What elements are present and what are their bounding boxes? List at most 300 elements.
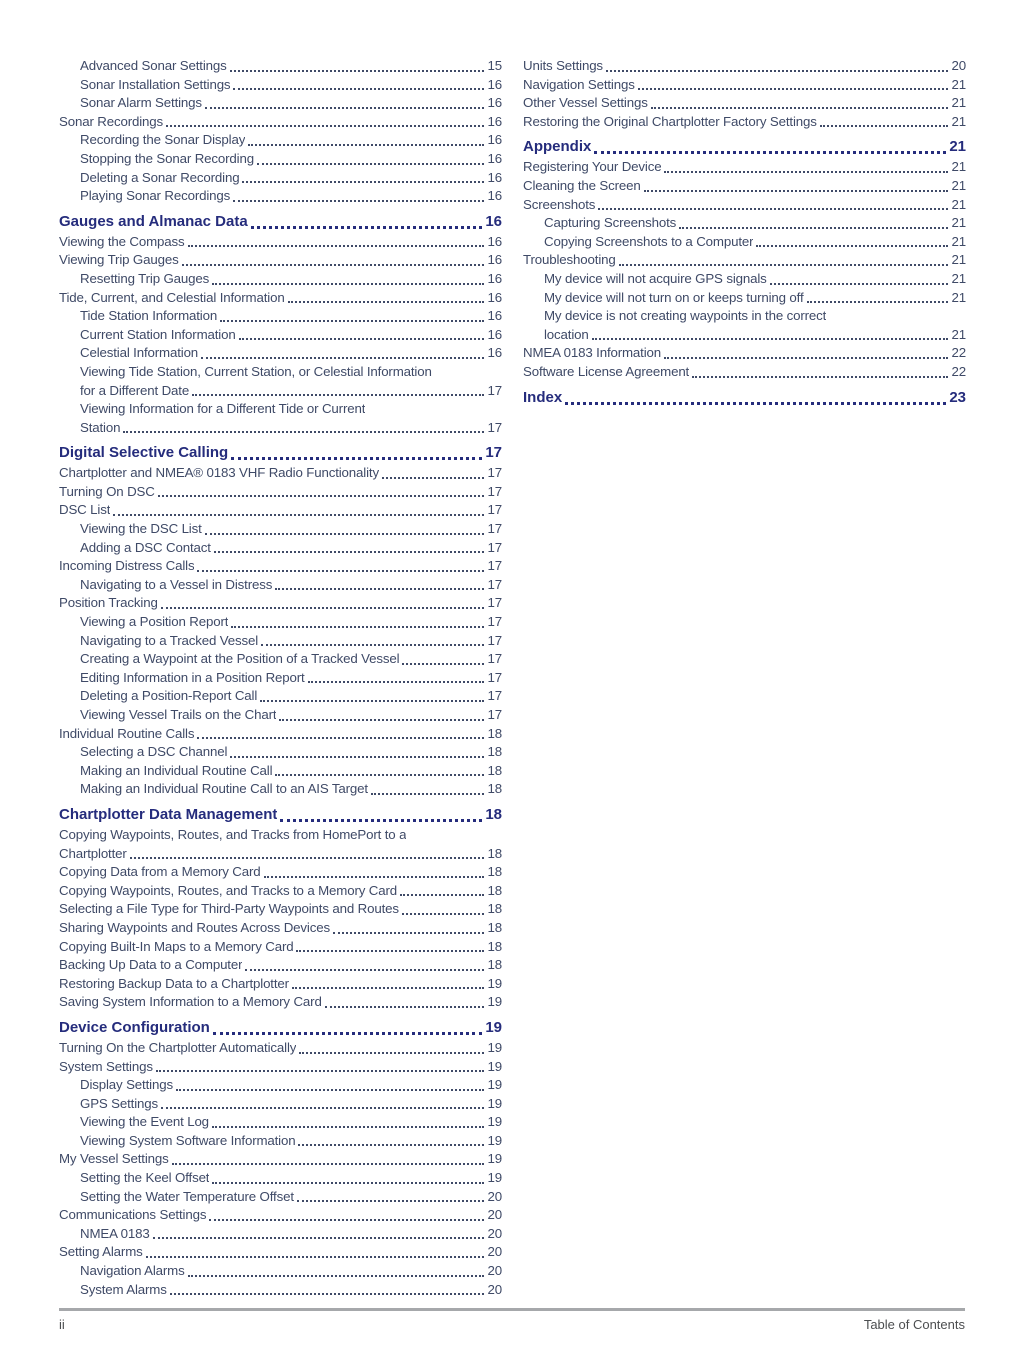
toc-dot-leader: [239, 338, 484, 340]
toc-column-left: [59, 57, 502, 1299]
toc-dot-leader: [113, 514, 484, 516]
toc-page-number: 20: [487, 1244, 502, 1260]
toc-entry: [59, 725, 502, 744]
toc-page-number: 18: [487, 864, 502, 880]
toc-page-number: 18: [487, 762, 502, 778]
toc-subentry: [59, 169, 502, 188]
toc-entry-label: Turning On DSC: [59, 483, 155, 499]
toc-entry-label: Software License Agreement: [523, 363, 690, 379]
toc-page-number: 17: [485, 444, 502, 462]
toc-entry-label: Playing Sonar Recordings: [80, 188, 231, 204]
toc-section-heading: [59, 443, 502, 463]
toc-entry-label: Tide Station Information: [80, 308, 218, 324]
toc-subentry: [59, 419, 502, 438]
toc-page-number: 21: [951, 215, 966, 231]
toc-entry-label: Selecting a File Type for Third-Party Waypoints and Routes: [59, 901, 399, 917]
toc-dot-leader: [213, 1032, 482, 1035]
toc-dot-leader: [820, 125, 948, 127]
toc-subentry: [59, 780, 502, 799]
toc-dot-leader: [400, 894, 484, 896]
toc-dot-leader: [182, 264, 484, 266]
toc-entry: [523, 94, 966, 113]
toc-entry-label: Viewing Vessel Trails on the Chart: [80, 707, 277, 722]
toc-page-number: 17: [487, 465, 502, 481]
toc-dot-leader: [130, 857, 484, 859]
toc-dot-leader: [212, 1182, 484, 1184]
toc-subentry: [59, 94, 502, 113]
toc-page-number: 18: [487, 957, 502, 973]
toc-page-number: 21: [951, 76, 966, 92]
toc-subentry: [59, 613, 502, 632]
toc-dot-leader: [333, 932, 484, 934]
toc-entry: [59, 975, 502, 994]
toc-subentry: [59, 307, 502, 326]
toc-entry-label: Saving System Information to a Memory Card: [59, 994, 322, 1010]
toc-dot-leader: [231, 457, 482, 460]
toc-dot-leader: [158, 495, 484, 497]
toc-entry-label: Navigation Alarms: [80, 1263, 185, 1279]
toc-page-number: 18: [487, 781, 502, 797]
toc-dot-leader: [770, 283, 948, 285]
toc-entry-label: Chartplotter Data Management: [59, 805, 278, 823]
toc-page-number: 22: [951, 345, 966, 361]
toc-page-number: 17: [487, 632, 502, 648]
toc-page-number: 17: [487, 502, 502, 518]
toc-entry-label: Tide, Current, and Celestial Information: [59, 289, 285, 305]
toc-subentry: [59, 743, 502, 762]
toc-subentry: [59, 576, 502, 595]
footer-section-label: Table of Contents: [863, 1317, 965, 1332]
toc-page-number: 19: [485, 1018, 502, 1036]
toc-dot-leader: [257, 163, 484, 165]
toc-entry-label: Other Vessel Settings: [523, 95, 648, 111]
toc-entry-label: Device Configuration: [59, 1018, 210, 1036]
toc-dot-leader: [231, 626, 484, 628]
toc-page-number: 19: [487, 1058, 502, 1074]
toc-entry-label: Setting the Keel Offset: [80, 1170, 210, 1186]
toc-dot-leader: [807, 301, 948, 303]
toc-page-number: 19: [487, 1039, 502, 1055]
toc-entry: [59, 1039, 502, 1058]
toc-page-number: 17: [487, 419, 502, 435]
toc-entry-label: Celestial Information: [80, 345, 199, 361]
toc-column-right: [523, 57, 966, 1299]
toc-entry-label: for a Different Date: [80, 382, 190, 398]
toc-entry-label: Troubleshooting: [523, 252, 616, 268]
toc-entry: [59, 289, 502, 308]
toc-entry-label: GPS Settings: [80, 1095, 159, 1111]
toc-dot-leader: [260, 700, 484, 702]
toc-subentry: [59, 76, 502, 95]
toc-dot-leader: [402, 913, 484, 915]
toc-dot-leader: [644, 190, 948, 192]
toc-dot-leader: [565, 402, 946, 405]
toc-entry: [523, 76, 966, 95]
toc-entry-label: Deleting a Sonar Recording: [80, 169, 240, 185]
toc-page-number: 16: [487, 76, 502, 92]
toc-dot-leader: [325, 1006, 484, 1008]
toc-entry-label: Copying Built-In Maps to a Memory Card: [59, 938, 294, 954]
toc-page-number: 21: [951, 177, 966, 193]
toc-entry: [59, 900, 502, 919]
toc-entry-label: Position Tracking: [59, 595, 158, 611]
toc-entry-label: Restoring Backup Data to a Chartplotter: [59, 975, 289, 991]
toc-entry-label: Navigating to a Tracked Vessel: [80, 632, 259, 648]
toc-entry-label: Sonar Alarm Settings: [80, 95, 202, 111]
toc-entry-label: Current Station Information: [80, 326, 236, 342]
toc-page-number: 18: [487, 744, 502, 760]
toc-dot-leader: [197, 570, 484, 572]
toc-dot-leader: [275, 588, 484, 590]
toc-entry-label: Chartplotter and NMEA® 0183 VHF Radio Functionality: [59, 465, 379, 481]
toc-page-number: 17: [487, 521, 502, 537]
toc-dot-leader: [638, 88, 948, 90]
toc-section-heading: [59, 805, 502, 825]
toc-entry: [59, 483, 502, 502]
toc-subentry: [523, 214, 966, 233]
toc-page-number: 16: [487, 289, 502, 305]
toc-entry-label: Copying Waypoints, Routes, and Tracks from HomePort to a: [59, 826, 407, 842]
toc-page-number: 19: [487, 975, 502, 991]
toc-entry: [59, 1206, 502, 1225]
toc-entry-label: Selecting a DSC Channel: [80, 744, 228, 760]
toc-page-number: 18: [485, 805, 502, 823]
page-footer: [59, 1308, 965, 1332]
toc-entry-label: Creating a Waypoint at the Position of a Tracked Vessel: [80, 651, 400, 667]
toc-entry-label: Backing Up Data to a Computer: [59, 957, 243, 973]
toc-entry-label: Viewing the Event Log: [80, 1114, 209, 1130]
toc-entry: [59, 919, 502, 938]
toc-dot-leader: [298, 1144, 484, 1146]
toc-dot-leader: [297, 1200, 484, 1202]
toc-entry: [59, 251, 502, 270]
toc-entry: [59, 557, 502, 576]
toc-page-number: 19: [487, 994, 502, 1010]
toc-subentry: [59, 706, 502, 725]
toc-subentry: [59, 520, 502, 539]
toc-entry-label: My device will not turn on or keeps turning off: [544, 289, 804, 305]
toc-entry-label: Stopping the Sonar Recording: [80, 150, 254, 166]
toc-entry-label: Gauges and Almanac Data: [59, 212, 248, 230]
toc-page-number: 16: [487, 169, 502, 185]
toc-dot-leader: [619, 264, 948, 266]
toc-entry: [59, 464, 502, 483]
toc-subentry: [59, 344, 502, 363]
toc-entry-label: Viewing a Position Report: [80, 614, 229, 630]
toc-entry-label: Editing Information in a Position Report: [80, 669, 305, 685]
toc-page-number: 21: [951, 113, 966, 129]
toc-subentry: [59, 1262, 502, 1281]
toc-dot-leader: [308, 681, 484, 683]
toc-page-number: 16: [487, 233, 502, 249]
toc-dot-leader: [382, 477, 484, 479]
toc-page-number: 22: [951, 363, 966, 379]
toc-entry-label: Chartplotter: [59, 845, 127, 861]
toc-entry-label: Turning On the Chartplotter Automatically: [59, 1039, 297, 1055]
toc-dot-leader: [651, 107, 948, 109]
toc-entry: [59, 501, 502, 520]
toc-page-number: 21: [951, 196, 966, 212]
toc-dot-leader: [172, 1163, 484, 1165]
toc-page-number: 19: [487, 1132, 502, 1148]
toc-dot-leader: [220, 320, 484, 322]
toc-page-number: 16: [487, 95, 502, 111]
toc-entry-label: Capturing Screenshots: [544, 215, 677, 231]
toc-subentry: [59, 1132, 502, 1151]
toc-dot-leader: [188, 245, 484, 247]
toc-page-number: 19: [487, 1170, 502, 1186]
toc-page-number: 21: [949, 138, 966, 156]
toc-entry-label: Sonar Recordings: [59, 113, 164, 129]
toc-dot-leader: [664, 357, 948, 359]
toc-subentry: [59, 187, 502, 206]
toc-page-number: 21: [951, 159, 966, 175]
toc-entry: [59, 938, 502, 957]
toc-entry-label: Screenshots: [523, 196, 596, 212]
toc-subentry: [523, 307, 966, 326]
toc-page-number: 17: [487, 669, 502, 685]
toc-dot-leader: [402, 663, 484, 665]
toc-subentry: [59, 270, 502, 289]
toc-entry-label: Station: [80, 419, 121, 435]
toc-section-heading: [59, 212, 502, 232]
toc-entry: [523, 177, 966, 196]
toc-page-number: 16: [485, 212, 502, 230]
toc-page-number: 18: [487, 938, 502, 954]
toc-dot-leader: [279, 719, 484, 721]
toc-page-number: 18: [487, 882, 502, 898]
toc-dot-leader: [606, 70, 948, 72]
toc-entry-label: Navigating to a Vessel in Distress: [80, 576, 273, 592]
toc-page-number: 16: [487, 326, 502, 342]
toc-dot-leader: [212, 283, 484, 285]
toc-page-number: 19: [487, 1095, 502, 1111]
toc-entry-label: Incoming Distress Calls: [59, 558, 195, 574]
toc-dot-leader: [230, 756, 484, 758]
toc-page-number: 20: [487, 1188, 502, 1204]
toc-page-number: 15: [487, 58, 502, 73]
toc-subentry: [59, 1095, 502, 1114]
toc-page-number: 16: [487, 188, 502, 204]
toc-dot-leader: [594, 151, 946, 154]
toc-dot-leader: [288, 301, 484, 303]
toc-dot-leader: [692, 376, 948, 378]
toc-dot-leader: [153, 1237, 484, 1239]
toc-dot-leader: [261, 644, 484, 646]
toc-columns: [59, 57, 965, 1299]
toc-entry-label: Viewing Tide Station, Current Station, or Celestial Information: [80, 363, 432, 379]
toc-entry-label: My Vessel Settings: [59, 1151, 169, 1167]
toc-entry-label: location: [544, 326, 589, 342]
toc-subentry: [59, 1076, 502, 1095]
toc-page-number: 20: [487, 1263, 502, 1279]
toc-dot-leader: [123, 431, 484, 433]
toc-dot-leader: [592, 338, 948, 340]
toc-entry-label: Resetting Trip Gauges: [80, 270, 210, 286]
toc-page-number: 20: [951, 58, 966, 73]
toc-dot-leader: [299, 1052, 484, 1054]
toc-entry: [523, 251, 966, 270]
toc-dot-leader: [275, 774, 484, 776]
toc-entry-label: Sonar Installation Settings: [80, 76, 231, 92]
toc-dot-leader: [161, 1107, 484, 1109]
toc-subentry: [59, 1169, 502, 1188]
toc-entry: [523, 113, 966, 132]
toc-dot-leader: [176, 1089, 484, 1091]
toc-entry-label: Copying Screenshots to a Computer: [544, 233, 754, 249]
toc-dot-leader: [205, 107, 484, 109]
toc-page-number: 17: [487, 576, 502, 592]
toc-entry-label: Display Settings: [80, 1077, 173, 1093]
toc-dot-leader: [296, 950, 484, 952]
toc-subentry: [59, 1113, 502, 1132]
toc-entry-label: Cleaning the Screen: [523, 177, 641, 193]
toc-dot-leader: [264, 876, 484, 878]
toc-entry-label: Setting the Water Temperature Offset: [80, 1188, 294, 1204]
toc-entry-label: Communications Settings: [59, 1207, 207, 1223]
toc-entry-label: Viewing the Compass: [59, 233, 185, 249]
toc-page-number: 17: [487, 614, 502, 630]
toc-subentry: [59, 687, 502, 706]
toc-page-number: 17: [487, 595, 502, 611]
toc-entry: [59, 956, 502, 975]
toc-entry: [59, 594, 502, 613]
toc-entry-label: Advanced Sonar Settings: [80, 58, 227, 73]
toc-entry-label: Navigation Settings: [523, 76, 635, 92]
toc-page-number: 18: [487, 845, 502, 861]
toc-entry-label: Adding a DSC Contact: [80, 539, 211, 555]
toc-subentry: [59, 632, 502, 651]
toc-entry: [59, 863, 502, 882]
toc-subentry: [59, 539, 502, 558]
toc-page-number: 16: [487, 345, 502, 361]
toc-page-number: 17: [487, 558, 502, 574]
toc-page-number: 20: [487, 1225, 502, 1241]
toc-entry-label: Restoring the Original Chartplotter Factory Settings: [523, 113, 817, 129]
toc-dot-leader: [197, 737, 484, 739]
toc-entry-label: Appendix: [523, 138, 592, 156]
toc-dot-leader: [214, 551, 484, 553]
toc-dot-leader: [170, 1293, 484, 1295]
toc-page-number: 16: [487, 113, 502, 129]
toc-subentry: [523, 289, 966, 308]
toc-entry-label: NMEA 0183 Information: [523, 345, 662, 361]
toc-section-heading: [523, 137, 966, 157]
toc-subentry: [59, 131, 502, 150]
toc-subentry: [59, 1188, 502, 1207]
toc-entry-label: Making an Individual Routine Call: [80, 762, 273, 778]
toc-dot-leader: [679, 227, 948, 229]
toc-page-number: 21: [951, 270, 966, 286]
toc-dot-leader: [292, 987, 484, 989]
toc-page-number: 16: [487, 150, 502, 166]
toc-subentry: [59, 650, 502, 669]
toc-subentry: [59, 326, 502, 345]
toc-entry-label: My device is not creating waypoints in the correct: [544, 308, 827, 324]
toc-dot-leader: [205, 533, 484, 535]
toc-entry-label: Digital Selective Calling: [59, 444, 229, 462]
toc-entry: [59, 826, 502, 845]
toc-entry-label: Sharing Waypoints and Routes Across Devices: [59, 919, 330, 935]
toc-subentry: [523, 233, 966, 252]
toc-page-number: 17: [487, 382, 502, 398]
toc-entry-label: Index: [523, 388, 563, 406]
toc-page-number: 17: [487, 707, 502, 722]
toc-dot-leader: [242, 181, 484, 183]
toc-dot-leader: [192, 394, 484, 396]
toc-subentry: [59, 382, 502, 401]
toc-page-number: 21: [951, 233, 966, 249]
toc-entry-label: Recording the Sonar Display: [80, 132, 246, 148]
toc-entry: [523, 363, 966, 382]
toc-entry-label: Copying Data from a Memory Card: [59, 864, 261, 880]
toc-entry: [523, 196, 966, 215]
toc-dot-leader: [245, 969, 484, 971]
toc-subentry: [59, 1281, 502, 1300]
toc-page-number: 19: [487, 1151, 502, 1167]
toc-dot-leader: [280, 819, 482, 822]
toc-entry: [59, 233, 502, 252]
toc-entry: [59, 1058, 502, 1077]
toc-page-number: 18: [487, 725, 502, 741]
toc-entry: [59, 845, 502, 864]
toc-entry: [523, 158, 966, 177]
toc-entry-label: NMEA 0183: [80, 1225, 150, 1241]
toc-page-number: 21: [951, 252, 966, 268]
toc-page-number: 16: [487, 132, 502, 148]
toc-page-number: 19: [487, 1114, 502, 1130]
toc-dot-leader: [166, 125, 484, 127]
toc-entry: [523, 344, 966, 363]
toc-dot-leader: [156, 1070, 484, 1072]
toc-dot-leader: [209, 1219, 484, 1221]
toc-entry: [59, 1150, 502, 1169]
toc-page-number: 17: [487, 688, 502, 704]
toc-subentry: [59, 1225, 502, 1244]
toc-dot-leader: [598, 208, 948, 210]
toc-page-number: 16: [487, 270, 502, 286]
toc-page-content: [59, 57, 965, 1299]
toc-dot-leader: [251, 226, 483, 229]
toc-page-number: 20: [487, 1281, 502, 1297]
toc-entry-label: My device will not acquire GPS signals: [544, 270, 767, 286]
toc-entry-label: Units Settings: [523, 58, 603, 73]
toc-entry: [59, 1243, 502, 1262]
toc-dot-leader: [233, 88, 484, 90]
toc-entry-label: Viewing System Software Information: [80, 1132, 296, 1148]
toc-page-number: 17: [487, 483, 502, 499]
toc-subentry: [59, 363, 502, 382]
toc-page-number: 19: [487, 1077, 502, 1093]
toc-page-number: 18: [487, 919, 502, 935]
footer-page-number: ii: [59, 1317, 65, 1332]
toc-subentry: [59, 400, 502, 419]
toc-page-number: 16: [487, 252, 502, 268]
toc-page-number: 21: [951, 326, 966, 342]
toc-entry-label: System Settings: [59, 1058, 153, 1074]
toc-subentry: [59, 762, 502, 781]
toc-page-number: 21: [951, 95, 966, 111]
toc-page-number: 18: [487, 901, 502, 917]
toc-entry: [59, 993, 502, 1012]
toc-entry-label: Making an Individual Routine Call to an AIS Target: [80, 781, 368, 797]
toc-entry-label: Registering Your Device: [523, 159, 662, 175]
toc-entry-label: Individual Routine Calls: [59, 725, 195, 741]
toc-subentry: [59, 150, 502, 169]
toc-dot-leader: [233, 200, 484, 202]
toc-subentry: [59, 57, 502, 76]
toc-subentry: [523, 270, 966, 289]
